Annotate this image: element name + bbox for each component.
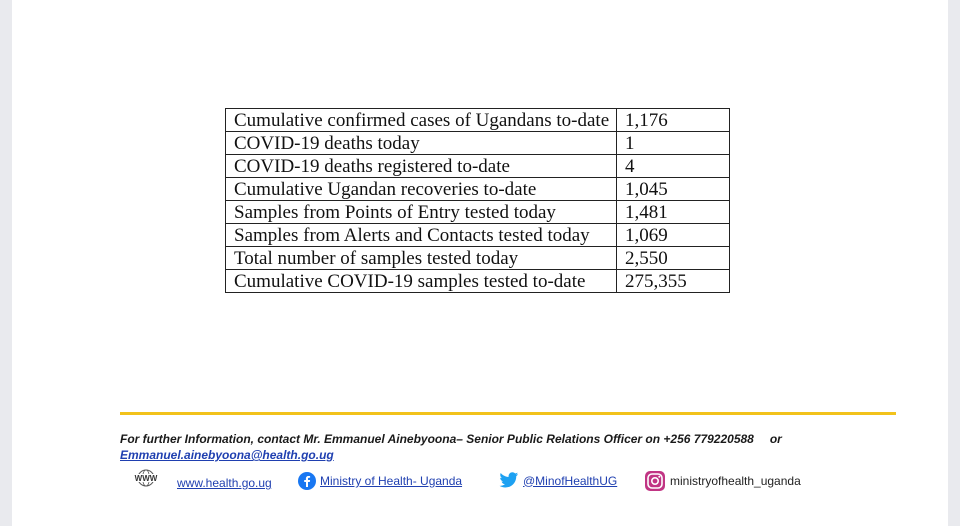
twitter-handle[interactable]: @MinofHealthUG: [523, 473, 618, 488]
contact-text: For further Information, contact Mr. Emmanuel Ainebyoona– Senior Public Relations Officer on +256 779220588: [120, 432, 754, 446]
table-row: [226, 270, 730, 293]
table-row: [226, 224, 730, 247]
globe-www-icon: [132, 468, 160, 492]
table-row: [226, 109, 730, 132]
row-label: Samples from Points of Entry tested today: [226, 201, 617, 224]
contact-email-link[interactable]: Emmanuel.ainebyoona@health.go.ug: [120, 448, 334, 462]
row-label: Samples from Alerts and Contacts tested today: [226, 224, 617, 247]
website-link[interactable]: www.health.go.ug: [177, 476, 272, 490]
twitter-icon: [499, 472, 519, 489]
table-row: [226, 132, 730, 155]
contact-info: [120, 431, 900, 463]
table-row: [226, 155, 730, 178]
contact-or: or: [769, 432, 782, 446]
document-page: [12, 0, 948, 526]
instagram-icon: [644, 470, 666, 492]
table-row: [226, 201, 730, 224]
row-value: 1,045: [617, 178, 730, 201]
row-label: COVID-19 deaths registered to-date: [226, 155, 617, 178]
row-value: 275,355: [617, 270, 730, 293]
row-value: 1,481: [617, 201, 730, 224]
website-item[interactable]: [177, 476, 272, 490]
instagram-item[interactable]: [644, 470, 801, 492]
twitter-item[interactable]: [499, 472, 617, 489]
row-label: Cumulative Ugandan recoveries to-date: [226, 178, 617, 201]
row-value: 1: [617, 132, 730, 155]
table-row: [226, 178, 730, 201]
row-value: 1,176: [617, 109, 730, 132]
facebook-item[interactable]: [298, 472, 462, 490]
row-value: 4: [617, 155, 730, 178]
instagram-handle[interactable]: ministryofhealth_uganda: [670, 474, 801, 488]
facebook-icon: [298, 472, 316, 490]
social-footer: [132, 470, 892, 504]
row-value: 1,069: [617, 224, 730, 247]
covid-stats-table: [225, 108, 730, 293]
yellow-divider: [120, 412, 896, 415]
table-row: [226, 247, 730, 270]
row-label: Cumulative COVID-19 samples tested to-date: [226, 270, 617, 293]
row-label: COVID-19 deaths today: [226, 132, 617, 155]
www-icon-label: WWW: [134, 474, 158, 483]
facebook-link[interactable]: Ministry of Health- Uganda: [320, 474, 463, 488]
row-label: Total number of samples tested today: [226, 247, 617, 270]
row-label: Cumulative confirmed cases of Ugandans to-date: [226, 109, 617, 132]
row-value: 2,550: [617, 247, 730, 270]
